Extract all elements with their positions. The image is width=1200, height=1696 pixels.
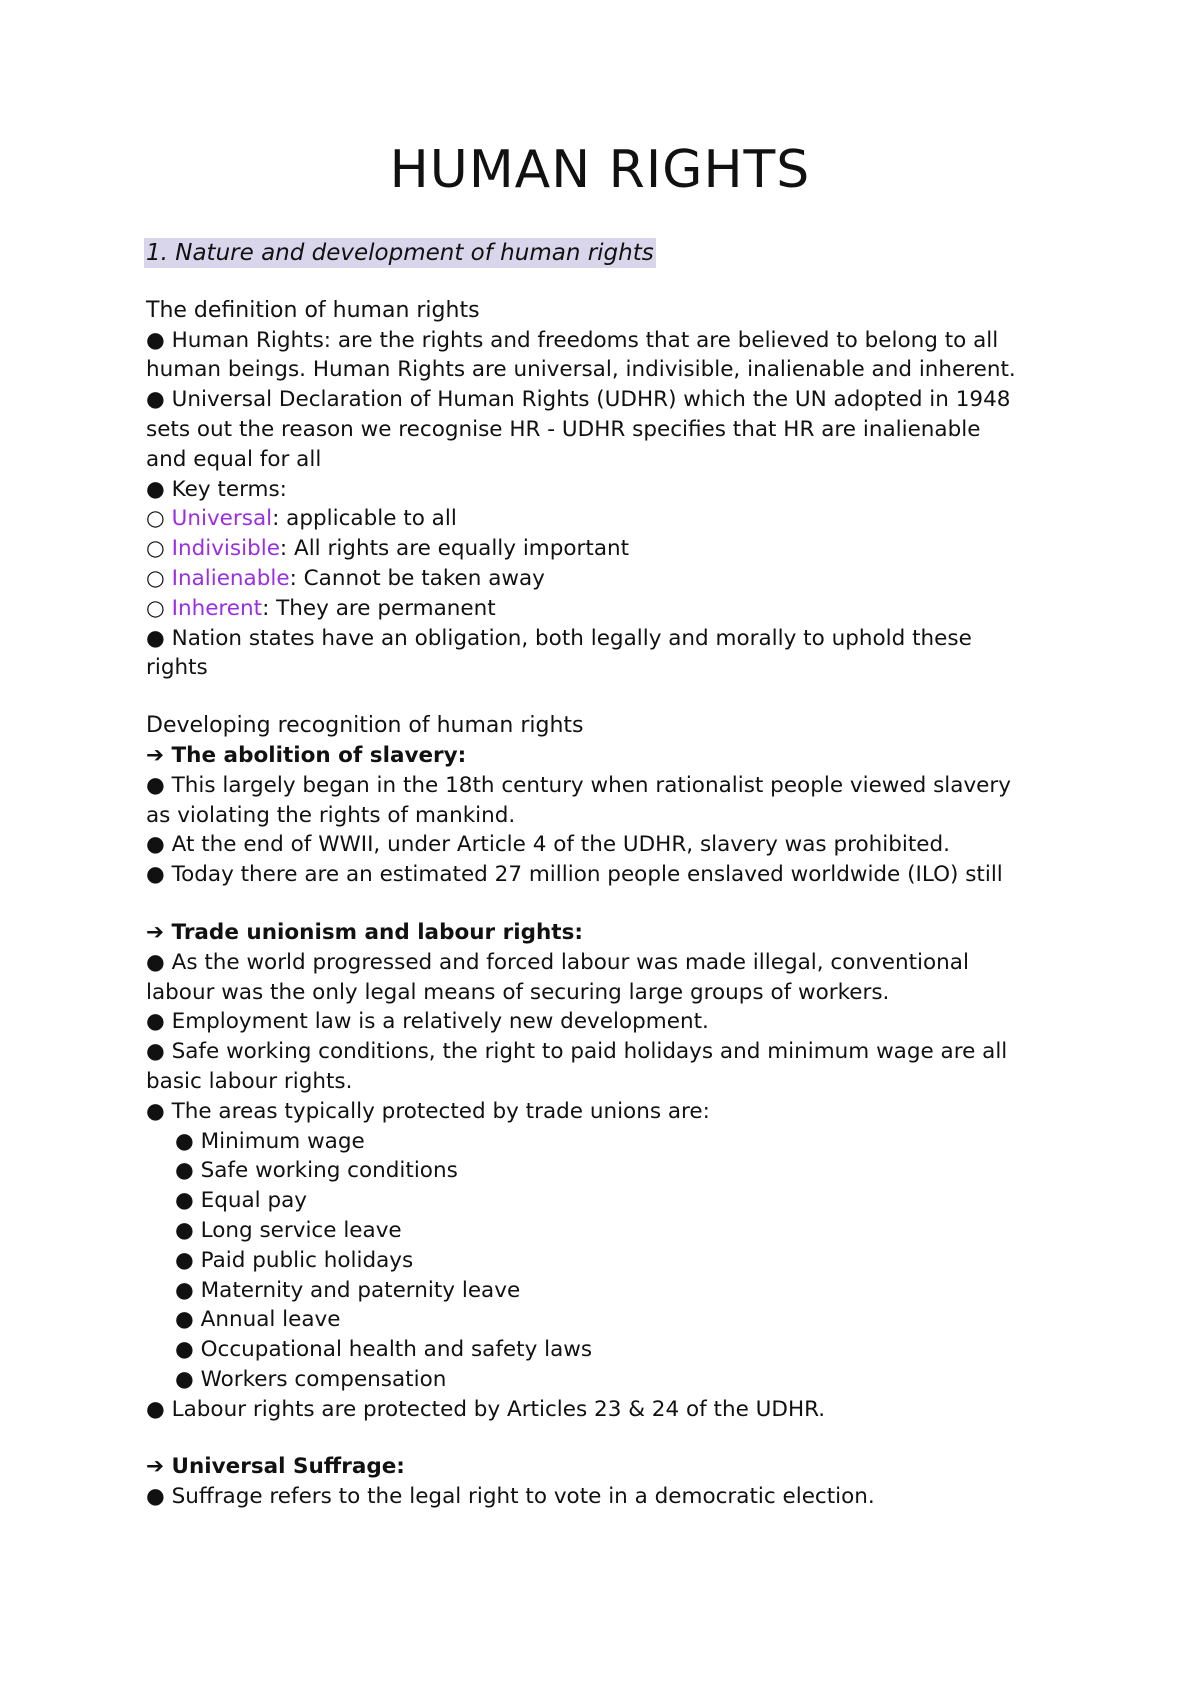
bullet-icon: ● [175, 1337, 194, 1363]
document-body [146, 238, 1076, 1512]
list-item: ● Suffrage refers to the legal right to vote in a democratic election. [146, 1484, 875, 1510]
bullet-icon: ● [146, 1098, 165, 1124]
list-item-continuation: as violating the rights of mankind. [146, 802, 516, 828]
key-term-item [146, 564, 1076, 594]
list-item-continuation: rights [146, 655, 208, 681]
list-item: ● Employment law is a relatively new development. [146, 1009, 709, 1035]
developing-heading: Developing recognition of human rights [146, 713, 584, 739]
sub-list-item: ● Paid public holidays [175, 1247, 414, 1273]
list-item: ● Universal Declaration of Human Rights (UDHR) which the UN adopted in 1948 [146, 387, 1011, 413]
bullet-icon: ● [146, 772, 165, 798]
bullet-icon: ● [146, 476, 165, 502]
key-term: Indivisible [171, 536, 280, 562]
page-title: HUMAN RIGHTS [389, 140, 811, 200]
list-item: ● Human Rights: are the rights and freedoms that are believed to belong to all [146, 327, 999, 353]
circle-bullet-icon: ○ [146, 595, 165, 621]
section-heading: 1. Nature and development of human rights [146, 240, 654, 266]
key-term: Universal [171, 506, 273, 532]
arrow-icon: ➔ [146, 1454, 165, 1480]
list-item-continuation: human beings. Human Rights are universal, indivisible, inalienable and inherent. [146, 357, 1016, 383]
arrow-icon: ➔ [146, 742, 165, 768]
bullet-icon: ● [146, 327, 165, 353]
sub-list-item: ● Minimum wage [175, 1128, 365, 1154]
list-item-continuation: basic labour rights. [146, 1068, 353, 1094]
slavery-heading: ➔ The abolition of slavery: [146, 742, 467, 768]
key-term-desc: : They are permanent [262, 595, 496, 621]
sub-list-item: ● Maternity and paternity leave [175, 1277, 521, 1303]
bullet-icon: ● [146, 1484, 165, 1510]
list-item: ● The areas typically protected by trade unions are: [146, 1098, 710, 1124]
key-term-desc: : Cannot be taken away [289, 565, 545, 591]
bullet-icon: ● [146, 949, 165, 975]
sub-list-item: ● Annual leave [175, 1307, 341, 1333]
key-term: Inalienable [171, 565, 290, 591]
sub-list-item: ● Workers compensation [175, 1366, 447, 1392]
bullet-icon: ● [146, 1396, 165, 1422]
circle-bullet-icon: ○ [146, 565, 165, 591]
key-term-item [146, 594, 1076, 624]
suffrage-heading: ➔ Universal Suffrage: [146, 1454, 405, 1480]
list-item: ● Safe working conditions, the right to paid holidays and minimum wage are all [146, 1039, 1008, 1065]
list-item: ● Labour rights are protected by Articles 23 & 24 of the UDHR. [146, 1396, 826, 1422]
bullet-icon: ● [175, 1277, 194, 1303]
circle-bullet-icon: ○ [146, 506, 165, 532]
trade-heading: ➔ Trade unionism and labour rights: [146, 919, 583, 945]
bullet-icon: ● [146, 625, 165, 651]
list-item-continuation: and equal for all [146, 446, 322, 472]
bullet-icon: ● [146, 1009, 165, 1035]
definition-heading: The definition of human rights [146, 297, 480, 323]
bullet-icon: ● [175, 1307, 194, 1333]
bullet-icon: ● [175, 1247, 194, 1273]
arrow-icon: ➔ [146, 919, 165, 945]
bullet-icon: ● [175, 1366, 194, 1392]
key-term-desc: : All rights are equally important [279, 536, 630, 562]
key-term-item [146, 534, 1076, 564]
sub-list-item: ● Long service leave [175, 1217, 402, 1243]
bullet-icon: ● [146, 387, 165, 413]
bullet-icon: ● [146, 832, 165, 858]
bullet-icon: ● [175, 1158, 194, 1184]
sub-list-item: ● Safe working conditions [175, 1158, 458, 1184]
list-item: ● Today there are an estimated 27 million people enslaved worldwide (ILO) still [146, 862, 1003, 888]
bullet-icon: ● [146, 862, 165, 888]
bullet-icon: ● [175, 1217, 194, 1243]
list-item-continuation: sets out the reason we recognise HR - UDHR specifies that HR are inalienable [146, 416, 981, 442]
bullet-icon: ● [175, 1188, 194, 1214]
key-term-item [146, 504, 1076, 534]
key-term: Inherent [171, 595, 263, 621]
sub-list-item: ● Equal pay [175, 1188, 307, 1214]
key-term-desc: : applicable to all [272, 506, 457, 532]
circle-bullet-icon: ○ [146, 536, 165, 562]
list-item-continuation: labour was the only legal means of securing large groups of workers. [146, 979, 890, 1005]
list-item: ● This largely began in the 18th century when rationalist people viewed slavery [146, 772, 1011, 798]
sub-list-item: ● Occupational health and safety laws [175, 1337, 593, 1363]
list-item: ● At the end of WWII, under Article 4 of the UDHR, slavery was prohibited. [146, 832, 950, 858]
bullet-icon: ● [175, 1128, 194, 1154]
list-item: ● Nation states have an obligation, both legally and morally to uphold these [146, 625, 972, 651]
list-item: ● As the world progressed and forced labour was made illegal, conventional [146, 949, 969, 975]
bullet-icon: ● [146, 1039, 165, 1065]
list-item: ● Key terms: [146, 476, 287, 502]
